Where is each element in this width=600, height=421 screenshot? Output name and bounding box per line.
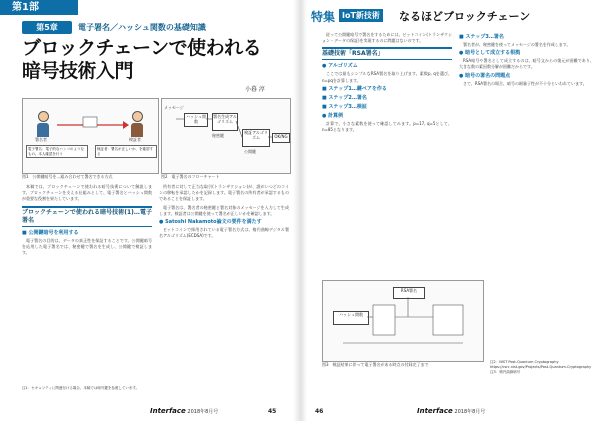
right-footnotes: [490, 360, 595, 375]
signer-figure: [37, 111, 49, 135]
intro-paragraph: 本稿では、ブロックチェーンで使われる暗号技術について解説します。ブロックチェーンを支える仕組みとして、電子署名とハッシュ関数が重要な役割を果たしています。: [22, 184, 152, 202]
subheading-algorithm: ● アルゴリズム: [322, 63, 358, 70]
chapter-bar: [22, 21, 282, 35]
verifier-label: 検証者: [129, 137, 141, 142]
right-intro: 従って公開鍵暗号で署名をするためには、ビットコイン(トランザクション・データの保証)を実現するのに問題はないのです。: [322, 32, 452, 44]
right-col2-paragraph-2: RSA暗号や署名として成立するのは、暗号文からの復元が困難であり、大きな数の素因数分解が困難だからです。: [459, 58, 594, 70]
figure-1: [22, 98, 159, 174]
fig2-hash-box: ハッシュ関数: [184, 113, 208, 127]
figure-2: [161, 98, 291, 174]
chapter-subtitle: 電子署名／ハッシュ関数の基礎知識: [78, 23, 206, 32]
right-step-3: ■ ステップ3…署名: [459, 34, 504, 40]
right-col2-paragraph-1: 署名者が、秘密鍵を使ってメッセージの署名を作成します。: [463, 42, 571, 47]
left-column-1: [22, 184, 152, 394]
verifier-note: 検証者：署名が正しいか、を確認する: [95, 145, 157, 158]
left-page-number: 45: [268, 408, 277, 415]
author: 小暮 淳: [245, 86, 265, 93]
footer-date: 2018年8月号: [187, 409, 219, 415]
subheading-weakness: ● 暗号の署名の問題点: [459, 72, 511, 79]
fig2-private-key-label: 秘密鍵: [212, 133, 224, 138]
right-page: [307, 0, 600, 421]
chapter-badge: 第5章: [22, 21, 72, 34]
fig2-result-box: OK/NG: [272, 133, 290, 143]
transfer-arrow: [53, 115, 129, 135]
fig2-verify-box: 検証アルゴリズム: [242, 129, 270, 147]
title-line-2: 暗号技術入門: [22, 60, 134, 82]
subheading-public-key: ■ 公開鍵暗号を利用する: [22, 229, 79, 236]
signer-note: 電子署名：電子的なハンコのようなもの。本人確認を行う: [26, 145, 88, 158]
left-page: [0, 0, 293, 421]
signer-label: 署名者: [35, 137, 47, 142]
col2-paragraph-1: 所有者に対して正当な取引(トランザクション)が、誰がいつどのコインの移転を承認したかを記録します。電子署名の所有者が承認するものであることを保証します。: [159, 184, 289, 202]
fig3-hash-box: ハッシュ関数: [333, 311, 369, 325]
left-column-2: [159, 184, 289, 394]
footnote-2-url: https://csrc.nist.gov/Projects/Post-Quantum-Cryptography: [490, 365, 592, 369]
running-title: [311, 8, 596, 26]
tokushu-label: 特集: [311, 10, 336, 24]
fig2-sign-box: 署名生成アルゴリズム: [212, 113, 238, 131]
iot-badge: IoT新技術: [339, 9, 383, 22]
right-footer-brand: Interface: [417, 407, 453, 415]
footer-brand: Interface: [150, 407, 186, 415]
rsa-paragraph-1: ここでは最もシンプルなRSA署名を取り上げます。素数p, qを選び、n=pqを計算します。: [322, 71, 452, 83]
left-footer: [150, 407, 218, 415]
rsa-paragraph-2: 計算で、小さな素数を使って確認してみます。p=17, q=5として、n=85となります。: [322, 120, 452, 133]
footnote-3: 注3：楕円曲線暗号: [490, 370, 521, 374]
left-footnote: 注1：セキュリティに関連付ける場合、本稿では暗号鍵を参照しています。: [22, 386, 140, 390]
col2-paragraph-2: 電子署名は、署名者の秘密鍵と署名対象のメッセージを入力して生成します。検証者は公開鍵を使って署名が正しいかを確認します。: [159, 204, 289, 216]
figure-3-caption: 図3 検証結果に伴って電子署名がある時点の付録完了まで: [322, 362, 429, 367]
spine-gutter: [293, 0, 307, 421]
part-badge: 第1部: [0, 0, 78, 15]
step-2: ■ ステップ2…署名: [322, 94, 367, 101]
fig2-public-key-label: 公開鍵: [244, 149, 256, 154]
article-title: [22, 37, 287, 83]
subheading-security-basis: ● 暗号として成立する根拠: [459, 50, 521, 57]
right-page-number: 46: [315, 408, 324, 415]
verifier-figure: [131, 111, 143, 135]
right-footer-date: 2018年8月号: [454, 409, 486, 415]
figure-1-caption: 図1 公開鍵暗号を…組み合わせて署名できる方式: [22, 174, 113, 179]
right-column-2: [459, 32, 594, 352]
right-column-1: [322, 32, 452, 277]
title-line-1: ブロックチェーンで使われる: [22, 37, 262, 59]
paragraph-2: 電子署名の目的は、データの真正性を保証することです。公開鍵暗号を応用した電子署名では、秘密鍵で署名を生成し、公開鍵で検証します。: [22, 237, 152, 256]
footnote-2: 注2：NIST Post-Quantum Cryptography: [490, 360, 559, 364]
subheading-satoshi: ● Satoshi Nakamoto論文の要件を満たす: [159, 219, 262, 226]
running-title-text: なるほどブロックチェーン: [399, 10, 531, 23]
step-3: ■ ステップ3…検証: [322, 103, 367, 110]
fig2-message-label: メッセージ: [164, 105, 184, 110]
section-heading-1: ブロックチェーンで使われる暗号技術(1)…電子署名: [22, 206, 152, 227]
fig2-flow-lines: [162, 99, 290, 173]
subheading-calc-example: ● 計算例: [322, 112, 344, 119]
right-col2-paragraph-3: さて、RSA署名の場合、暗号の耐量子性が不十分といわれています。: [463, 80, 587, 86]
fig3-rsa-box: RSA署名: [393, 287, 425, 299]
step-1: ■ ステップ1…鍵ペアを作る: [322, 85, 387, 92]
figure-2-caption: 図2 電子署名のフローチャート: [161, 174, 220, 179]
right-footer: [417, 407, 485, 415]
col2-paragraph-3: ビットコインで採用されている電子署名方式は、楕円曲線デジタル署名アルゴリズム(ECDSA)です。: [159, 227, 289, 239]
section-heading-rsa: 基礎技術「RSA署名」: [322, 47, 452, 60]
